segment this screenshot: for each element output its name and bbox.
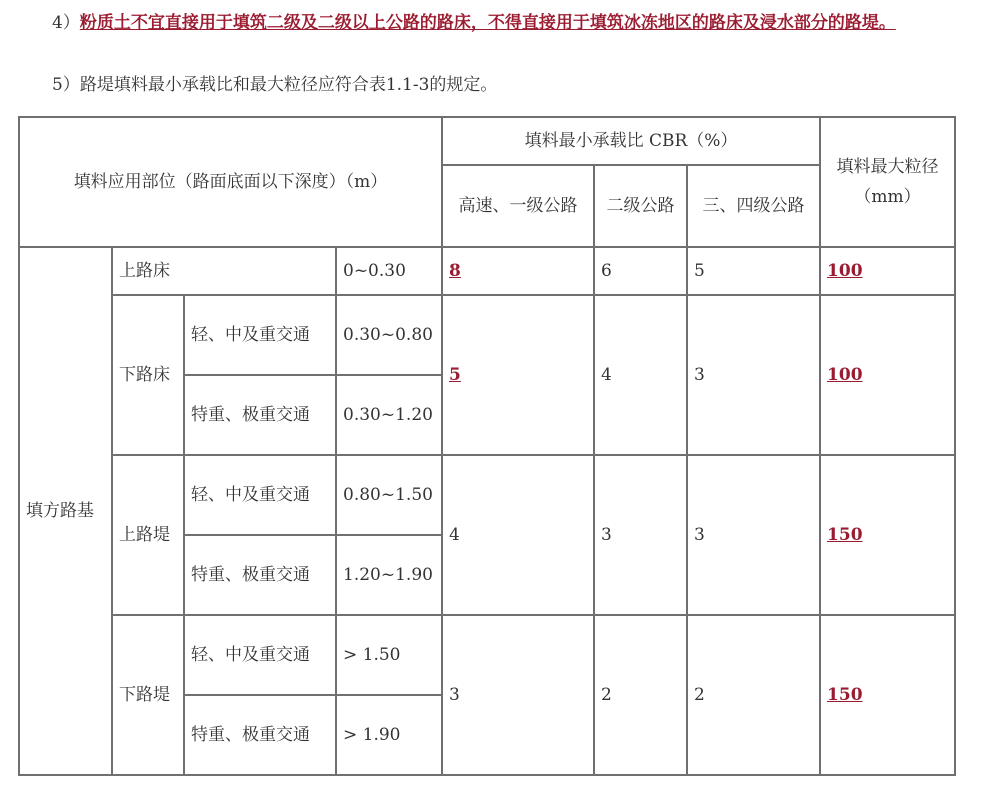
cbr-highway-lower-bed[interactable]: 5 — [449, 365, 461, 385]
cbr-class2-lower-bed: 4 — [594, 295, 687, 455]
paragraph-5 — [18, 72, 497, 98]
header-cbr-highway: 高速、一级公路 — [442, 165, 594, 247]
depth-lower-bed-heavy: 0.30~1.20 — [336, 375, 442, 455]
cbr-class2-upper-embankment: 3 — [594, 455, 687, 615]
paragraph-4 — [18, 10, 968, 36]
cbr-highway-lower-embankment: 3 — [442, 615, 594, 775]
max-size-upper-embankment[interactable]: 150 — [827, 525, 863, 545]
header-cbr-group: 填料最小承载比 CBR（%） — [442, 117, 820, 165]
traffic-heavy: 特重、极重交通 — [184, 695, 336, 775]
traffic-light: 轻、中及重交通 — [184, 455, 336, 535]
layer-upper-bed: 上路床 — [112, 247, 336, 295]
depth-lower-bed-light: 0.30~0.80 — [336, 295, 442, 375]
cbr-class34-lower-embankment: 2 — [687, 615, 820, 775]
layer-lower-bed: 下路床 — [112, 295, 184, 455]
depth-lower-emb-light: > 1.50 — [336, 615, 442, 695]
filler-spec-table — [18, 116, 956, 776]
table-cell[interactable] — [820, 615, 955, 775]
table-cell[interactable] — [820, 455, 955, 615]
table-cell[interactable] — [442, 247, 594, 295]
cbr-class34-upper-bed: 5 — [687, 247, 820, 295]
traffic-light: 轻、中及重交通 — [184, 295, 336, 375]
cbr-class34-upper-embankment: 3 — [687, 455, 820, 615]
header-position: 填料应用部位（路面底面以下深度）（m） — [19, 117, 442, 247]
traffic-light: 轻、中及重交通 — [184, 615, 336, 695]
traffic-heavy: 特重、极重交通 — [184, 375, 336, 455]
depth-upper-emb-heavy: 1.20~1.90 — [336, 535, 442, 615]
max-size-upper-bed[interactable]: 100 — [827, 261, 863, 281]
header-max-size: 填料最大粒径（mm） — [820, 117, 955, 247]
max-size-lower-embankment[interactable]: 150 — [827, 685, 863, 705]
traffic-heavy: 特重、极重交通 — [184, 535, 336, 615]
paragraph-5-text: 5）路堤填料最小承载比和最大粒径应符合表1.1-3的规定。 — [52, 75, 498, 95]
cbr-class2-upper-bed: 6 — [594, 247, 687, 295]
table-cell[interactable] — [442, 295, 594, 455]
cbr-highway-upper-embankment: 4 — [442, 455, 594, 615]
paragraph-4-number: 4） — [52, 13, 80, 33]
table-cell[interactable] — [820, 295, 955, 455]
header-cbr-class34: 三、四级公路 — [687, 165, 820, 247]
max-size-lower-bed[interactable]: 100 — [827, 365, 863, 385]
layer-lower-embankment: 下路堤 — [112, 615, 184, 775]
cbr-class2-lower-embankment: 2 — [594, 615, 687, 775]
table-cell[interactable] — [820, 247, 955, 295]
category-fill-subgrade: 填方路基 — [19, 247, 112, 775]
highlighted-requirement[interactable]: 粉质土不宜直接用于填筑二级及二级以上公路的路床，不得直接用于填筑冰冻地区的路床及浸水部分的路堤。 — [79, 13, 896, 33]
layer-upper-embankment: 上路堤 — [112, 455, 184, 615]
cbr-highway-upper-bed[interactable]: 8 — [449, 261, 461, 281]
header-cbr-class2: 二级公路 — [594, 165, 687, 247]
depth-lower-emb-heavy: > 1.90 — [336, 695, 442, 775]
depth-upper-bed: 0~0.30 — [336, 247, 442, 295]
cbr-class34-lower-bed: 3 — [687, 295, 820, 455]
depth-upper-emb-light: 0.80~1.50 — [336, 455, 442, 535]
